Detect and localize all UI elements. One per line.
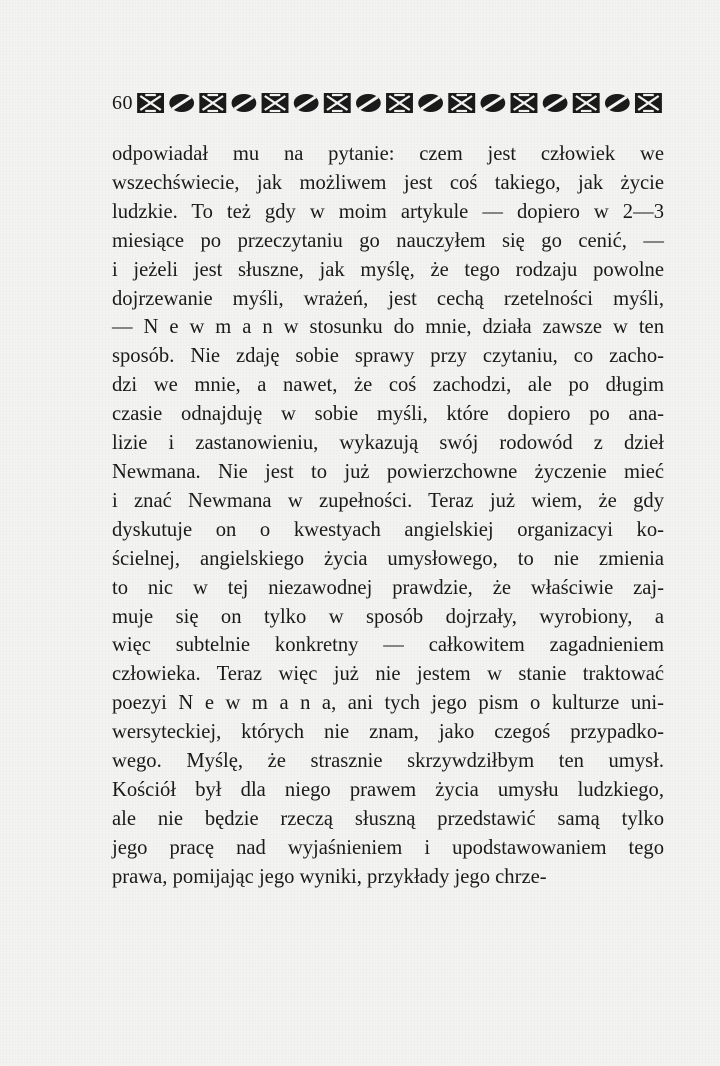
text-line: ale nie będzie rzeczą słuszną przedstawić samą tylko: [112, 807, 664, 830]
text-line: dzi we mnie, a nawet, że coś zachodzi, ale po długim: [112, 374, 664, 397]
text-line: muje się on tylko w sposób dojrzały, wyrobiony, a: [112, 605, 664, 628]
text-line: człowieka. Teraz więc już nie jestem w stanie traktować: [112, 663, 664, 686]
text-line: dyskutuje on o kwestyach angielskiej organizacyi ko-: [112, 518, 664, 541]
text-line: czasie odnajduję w sobie myśli, które dopiero po ana-: [112, 403, 664, 426]
text-line: wszechświecie, jak możliwem jest coś takiego, jak życie: [112, 171, 664, 194]
text-line: to nic w tej niezawodnej prawdzie, że właściwie zaj-: [112, 576, 664, 599]
text-line: wersyteckiej, których nie znam, jako czegoś przypadko-: [112, 721, 664, 744]
text-line: odpowiadał mu na pytanie: czem jest człowiek we: [112, 143, 664, 165]
text-line: Newmana. Nie jest to już powierzchowne życzenie mieć: [112, 460, 664, 483]
text-line: — N e w m a n w stosunku do mnie, działa zawsze w ten: [112, 316, 664, 339]
body-text: [112, 140, 664, 892]
text-line: jego pracę nad wyjaśnieniem i upodstawowaniem tego: [112, 836, 664, 859]
page-header: [112, 88, 664, 118]
text-line: prawa, pomijając jego wyniki, przykłady jego chrze-: [112, 865, 547, 888]
page-number: 60: [112, 91, 133, 114]
text-line: miesiące po przeczytaniu go nauczyłem się go cenić, —: [112, 229, 664, 252]
text-line: sposób. Nie zdaję sobie sprawy przy czytaniu, co zacho-: [112, 345, 664, 368]
text-line: poezyi N e w m a n a, ani tych jego pism o kulturze uni-: [112, 692, 664, 715]
text-line: wego. Myślę, że strasznie skrzywdziłbym ten umysł.: [112, 750, 664, 773]
text-line: i znać Newmana w zupełności. Teraz już wiem, że gdy: [112, 489, 664, 512]
header-ornament-band: [135, 90, 664, 116]
text-line: i jeżeli jest słuszne, jak myślę, że tego rodzaju powolne: [112, 258, 664, 281]
text-line: ścielnej, angielskiego życia umysłowego, to nie zmienia: [112, 547, 664, 570]
text-line: dojrzewanie myśli, wrażeń, jest cechą rzetelności myśli,: [112, 287, 664, 310]
text-line: Kościół był dla niego prawem życia umysłu ludzkiego,: [112, 778, 664, 801]
text-line: lizie i zastanowieniu, wykazują swój rodowód z dzieł: [112, 432, 664, 455]
text-line: więc subtelnie konkretny — całkowitem zagadnieniem: [112, 634, 664, 657]
text-line: ludzkie. To też gdy w moim artykule — dopiero w 2—3: [112, 200, 664, 223]
